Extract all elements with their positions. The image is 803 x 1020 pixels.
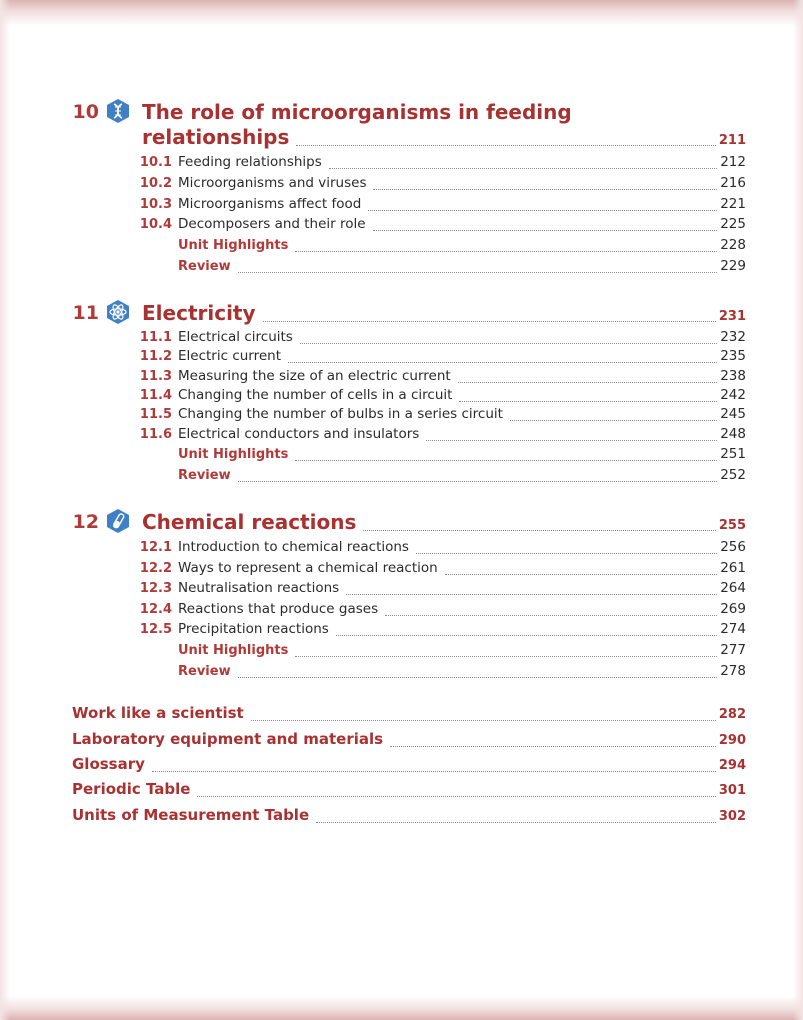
section-page: 252	[720, 467, 746, 483]
toc-entry[interactable]	[130, 175, 746, 195]
section-page: 235	[720, 348, 746, 364]
back-matter-entry[interactable]	[72, 755, 746, 777]
section-page: 251	[720, 446, 746, 462]
back-matter-entry[interactable]	[72, 730, 746, 752]
toc-entry[interactable]	[130, 368, 746, 388]
section-page: 212	[720, 154, 746, 170]
dot-leader	[295, 459, 717, 461]
section-page: 232	[720, 329, 746, 345]
dot-leader	[385, 614, 717, 616]
dot-leader	[296, 144, 715, 146]
unit-number: 11	[72, 302, 99, 324]
toc-entry[interactable]	[130, 216, 746, 236]
dot-leader	[346, 593, 717, 595]
back-matter-page: 294	[718, 758, 746, 773]
dot-leader	[459, 400, 717, 402]
section-page: 229	[720, 258, 746, 274]
toc-entry[interactable]	[130, 196, 746, 216]
toc-entry[interactable]	[130, 348, 746, 368]
section-label: Unit Highlights	[178, 643, 289, 658]
dot-leader	[251, 719, 716, 721]
toc-entry[interactable]	[130, 426, 746, 446]
unit-title-row[interactable]	[142, 301, 746, 327]
unit-number: 12	[72, 511, 99, 533]
section-number: 11.1	[139, 330, 172, 345]
toc-entry[interactable]	[130, 154, 746, 174]
section-label: Electrical circuits	[178, 329, 293, 345]
toc-entry-unit-highlights[interactable]	[130, 446, 746, 466]
toc-entry[interactable]	[130, 406, 746, 426]
back-matter-label: Glossary	[72, 755, 145, 773]
dot-leader	[238, 480, 718, 482]
unit-title-line1: The role of microorganisms in feeding	[142, 100, 572, 124]
dot-leader	[445, 573, 718, 575]
dot-leader	[152, 770, 716, 772]
section-label: Electrical conductors and insulators	[178, 426, 420, 442]
dot-leader	[368, 209, 717, 211]
section-number: 10.2	[139, 176, 172, 191]
page-right-edge	[793, 0, 803, 1020]
section-label: Feeding relationships	[178, 154, 322, 170]
unit-title-line2: relationships	[142, 125, 290, 149]
section-page: 264	[720, 580, 746, 596]
section-label: Changing the number of bulbs in a series circuit	[178, 406, 503, 422]
back-matter-page: 290	[718, 733, 746, 748]
section-page: 238	[720, 368, 746, 384]
section-number: 12.2	[139, 561, 172, 576]
unit-page: 231	[718, 309, 746, 324]
atom-icon	[105, 299, 131, 325]
section-label: Decomposers and their role	[178, 216, 366, 232]
unit-title-row[interactable]	[142, 125, 746, 151]
section-number: 12.5	[139, 622, 172, 637]
section-label: Microorganisms affect food	[178, 196, 362, 212]
dot-leader	[295, 250, 717, 252]
section-number: 10.4	[139, 217, 172, 232]
dot-leader	[295, 655, 717, 657]
unit-number: 10	[72, 101, 99, 123]
section-page: 228	[720, 237, 746, 253]
section-page: 248	[720, 426, 746, 442]
dot-leader	[316, 821, 716, 823]
toc-entry-review[interactable]	[130, 663, 746, 683]
unit-title-row[interactable]	[142, 510, 746, 536]
unit-title: Electricity	[142, 301, 256, 325]
section-number: 12.4	[139, 602, 172, 617]
section-page: 277	[720, 642, 746, 658]
toc-entry[interactable]	[130, 387, 746, 407]
dot-leader	[197, 795, 715, 797]
section-label: Measuring the size of an electric current	[178, 368, 451, 384]
dot-leader	[300, 342, 717, 344]
section-number: 12.3	[139, 581, 172, 596]
back-matter-entry[interactable]	[72, 806, 746, 828]
dot-leader	[416, 552, 717, 554]
dot-leader	[238, 271, 718, 273]
toc-entry-unit-highlights[interactable]	[130, 237, 746, 257]
section-label: Ways to represent a chemical reaction	[178, 560, 438, 576]
section-page: 245	[720, 406, 746, 422]
dot-leader	[238, 676, 718, 678]
dot-leader	[336, 634, 717, 636]
section-label: Neutralisation reactions	[178, 580, 340, 596]
toc-entry[interactable]	[130, 329, 746, 349]
section-number: 11.2	[139, 349, 172, 364]
section-page: 242	[720, 387, 746, 403]
section-label: Review	[178, 259, 231, 274]
back-matter-entry[interactable]	[72, 704, 746, 726]
section-page: 274	[720, 621, 746, 637]
dna-icon	[105, 98, 131, 124]
section-label: Unit Highlights	[178, 238, 289, 253]
section-number: 11.5	[139, 407, 172, 422]
section-label: Changing the number of cells in a circuit	[178, 387, 453, 403]
page-bottom-band	[0, 996, 803, 1020]
dot-leader	[373, 188, 717, 190]
toc-entry-unit-highlights[interactable]	[130, 642, 746, 662]
section-number: 11.6	[139, 427, 172, 442]
back-matter-page: 282	[718, 707, 746, 722]
section-number: 10.1	[139, 155, 172, 170]
toc-entry-review[interactable]	[130, 467, 746, 487]
back-matter-entry[interactable]	[72, 780, 746, 802]
back-matter-label: Laboratory equipment and materials	[72, 730, 384, 748]
toc-entry[interactable]	[130, 580, 746, 600]
unit-page: 255	[718, 518, 746, 533]
toc-entry[interactable]	[130, 601, 746, 621]
section-page: 225	[720, 216, 746, 232]
dot-leader	[426, 439, 717, 441]
back-matter-label: Periodic Table	[72, 780, 191, 798]
test-tube-icon	[105, 508, 131, 534]
back-matter-page: 301	[718, 783, 746, 798]
dot-leader	[458, 381, 718, 383]
dot-leader	[373, 229, 718, 231]
section-number: 11.4	[139, 388, 172, 403]
dot-leader	[510, 419, 717, 421]
section-number: 12.1	[139, 540, 172, 555]
section-label: Reactions that produce gases	[178, 601, 379, 617]
dot-leader	[329, 167, 717, 169]
section-label: Review	[178, 468, 231, 483]
back-matter-page: 302	[718, 809, 746, 824]
page-left-edge	[0, 0, 10, 1020]
section-page: 221	[720, 196, 746, 212]
unit-title: Chemical reactions	[142, 510, 357, 534]
dot-leader	[288, 361, 717, 363]
section-label: Precipitation reactions	[178, 621, 329, 637]
back-matter-label: Units of Measurement Table	[72, 806, 310, 824]
section-page: 216	[720, 175, 746, 191]
page-top-band	[0, 0, 803, 26]
back-matter-label: Work like a scientist	[72, 704, 244, 722]
toc-entry-review[interactable]	[130, 258, 746, 278]
section-number: 10.3	[139, 197, 172, 212]
dot-leader	[263, 320, 716, 322]
section-page: 261	[720, 560, 746, 576]
section-page: 278	[720, 663, 746, 679]
toc-entry[interactable]	[130, 560, 746, 580]
section-label: Microorganisms and viruses	[178, 175, 367, 191]
section-page: 256	[720, 539, 746, 555]
toc-entry[interactable]	[130, 621, 746, 641]
section-label: Electric current	[178, 348, 282, 364]
section-page: 269	[720, 601, 746, 617]
toc-entry[interactable]	[130, 539, 746, 559]
section-number: 11.3	[139, 369, 172, 384]
section-label: Unit Highlights	[178, 447, 289, 462]
section-label: Introduction to chemical reactions	[178, 539, 409, 555]
unit-page: 211	[718, 133, 746, 148]
dot-leader	[390, 745, 716, 747]
dot-leader	[363, 529, 715, 531]
section-label: Review	[178, 664, 231, 679]
